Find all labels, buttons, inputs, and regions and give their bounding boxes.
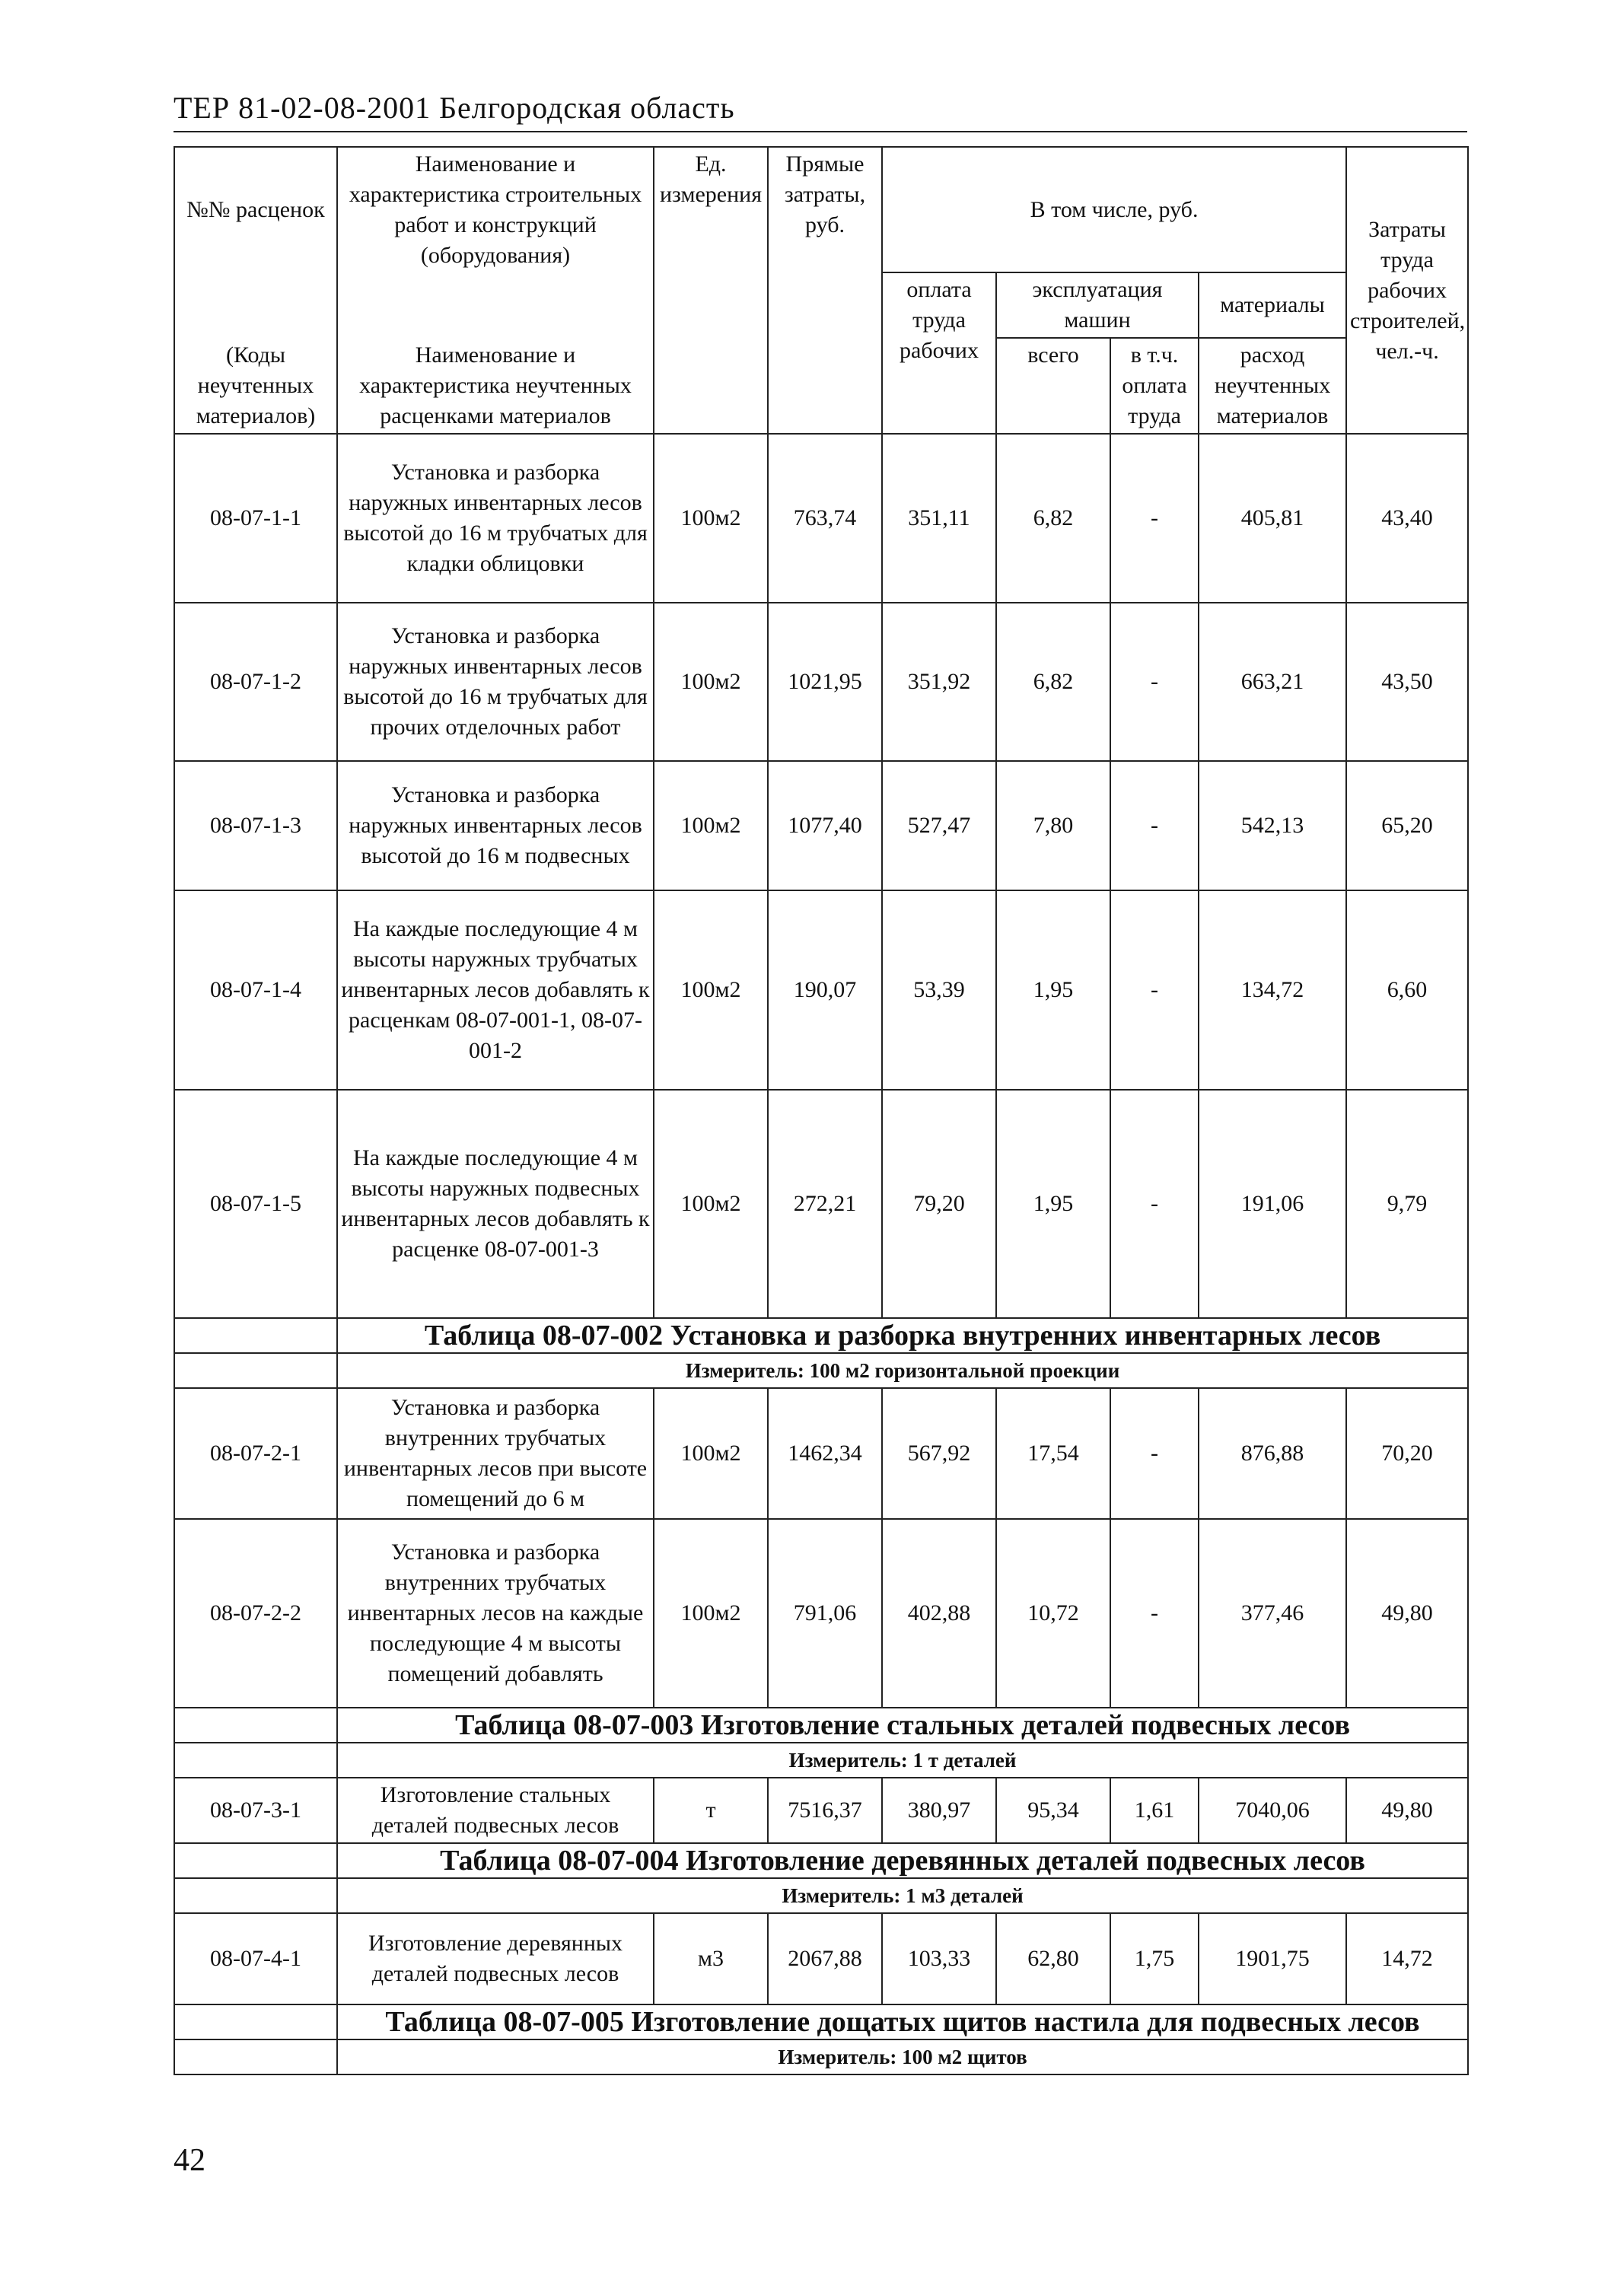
cell-name: Установка и разборка наружных инвентарных лесов высотой до 16 м трубчатых для прочих отделочных работ: [337, 603, 654, 761]
cell-mach_pay: -: [1110, 1090, 1199, 1318]
table4-title: Таблица 08-07-004 Изготовление деревянных деталей подвесных лесов: [337, 1843, 1468, 1878]
cell-mach_pay: -: [1110, 761, 1199, 890]
cell-pay: 567,92: [882, 1388, 996, 1519]
cell-unit: т: [654, 1778, 768, 1843]
cell-mach: 95,34: [996, 1778, 1110, 1843]
cell-direct: 1021,95: [768, 603, 882, 761]
cell-code: 08-07-1-5: [174, 1090, 337, 1318]
cell-mach_pay: -: [1110, 1388, 1199, 1519]
table-row: [174, 1519, 1468, 1708]
cell-labor: 43,50: [1346, 603, 1468, 761]
col-unacc-mat-header: расход неучтенных материалов: [1199, 338, 1346, 434]
cell-mat: 134,72: [1199, 890, 1346, 1090]
col-machines-header: эксплуатация машин: [996, 272, 1199, 338]
cell-mat: 405,81: [1199, 434, 1346, 603]
table5-measure-row: [174, 2039, 1468, 2074]
cell-mach_pay: 1,75: [1110, 1913, 1199, 2004]
cell-unit: 100м2: [654, 434, 768, 603]
table2-measure: Измеритель: 100 м2 горизонтальной проекции: [337, 1353, 1468, 1388]
rates-table: [174, 146, 1469, 2075]
cell-unit: 100м2: [654, 890, 768, 1090]
cell-mach_pay: 1,61: [1110, 1778, 1199, 1843]
table3-title: Таблица 08-07-003 Изготовление стальных деталей подвесных лесов: [337, 1708, 1468, 1743]
cell-mat: 542,13: [1199, 761, 1346, 890]
cell-pay: 527,47: [882, 761, 996, 890]
table3-title-row: [174, 1708, 1468, 1743]
cell-name: Установка и разборка внутренних трубчатых инвентарных лесов на каждые последующие 4 м высоты помещений добавлять: [337, 1519, 654, 1708]
col-total-header: всего: [996, 338, 1110, 434]
cell-pay: 402,88: [882, 1519, 996, 1708]
cell-mach: 6,82: [996, 434, 1110, 603]
cell-direct: 7516,37: [768, 1778, 882, 1843]
cell-pay: 103,33: [882, 1913, 996, 2004]
table-row: [174, 1090, 1468, 1318]
table3-measure: Измеритель: 1 т деталей: [337, 1743, 1468, 1778]
table2-title: Таблица 08-07-002 Установка и разборка внутренних инвентарных лесов: [337, 1318, 1468, 1353]
cell-code: 08-07-1-3: [174, 761, 337, 890]
cell-mach: 17,54: [996, 1388, 1110, 1519]
cell-code: 08-07-1-2: [174, 603, 337, 761]
col-name-unacc-header: Наименование и характеристика неучтенных расценками материалов: [337, 338, 654, 434]
header-row-1: [174, 147, 1468, 272]
cell-direct: 1462,34: [768, 1388, 882, 1519]
table-row: [174, 1388, 1468, 1519]
cell-mach_pay: -: [1110, 890, 1199, 1090]
col-incl-pay-header: в т.ч. оплата труда: [1110, 338, 1199, 434]
col-including-header: В том числе, руб.: [882, 147, 1346, 272]
cell-mat: 377,46: [1199, 1519, 1346, 1708]
col-pay-header: оплата труда рабочих: [882, 272, 996, 434]
cell-code: 08-07-2-2: [174, 1519, 337, 1708]
cell-unit: 100м2: [654, 1388, 768, 1519]
cell-mach: 6,82: [996, 603, 1110, 761]
cell-labor: 43,40: [1346, 434, 1468, 603]
cell-labor: 65,20: [1346, 761, 1468, 890]
table5-title: Таблица 08-07-005 Изготовление дощатых щитов настила для подвесных лесов: [337, 2004, 1468, 2039]
cell-name: Изготовление деревянных деталей подвесных лесов: [337, 1913, 654, 2004]
cell-mat: 1901,75: [1199, 1913, 1346, 2004]
col-code-header: №№ расценок: [174, 147, 337, 272]
cell-unit: м3: [654, 1913, 768, 2004]
cell-pay: 79,20: [882, 1090, 996, 1318]
cell-pay: 351,11: [882, 434, 996, 603]
cell-mach: 7,80: [996, 761, 1110, 890]
cell-mach_pay: -: [1110, 1519, 1199, 1708]
table4-measure-row: [174, 1878, 1468, 1913]
cell-unit: 100м2: [654, 761, 768, 890]
cell-mat: 876,88: [1199, 1388, 1346, 1519]
table-row: [174, 1913, 1468, 2004]
cell-name: Установка и разборка наружных инвентарных лесов высотой до 16 м трубчатых для кладки облицовки: [337, 434, 654, 603]
cell-direct: 272,21: [768, 1090, 882, 1318]
cell-mach_pay: -: [1110, 434, 1199, 603]
header-rule: [174, 131, 1467, 132]
cell-mat: 663,21: [1199, 603, 1346, 761]
cell-mat: 7040,06: [1199, 1778, 1346, 1843]
cell-mat: 191,06: [1199, 1090, 1346, 1318]
cell-direct: 190,07: [768, 890, 882, 1090]
cell-unit: 100м2: [654, 1519, 768, 1708]
cell-name: Установка и разборка наружных инвентарных лесов высотой до 16 м подвесных: [337, 761, 654, 890]
cell-code: 08-07-3-1: [174, 1778, 337, 1843]
cell-direct: 763,74: [768, 434, 882, 603]
cell-direct: 2067,88: [768, 1913, 882, 2004]
cell-mach: 1,95: [996, 1090, 1110, 1318]
col-labor-header: Затраты труда рабочих строителей, чел.-ч.: [1346, 147, 1468, 434]
table5-measure: Измеритель: 100 м2 щитов: [337, 2039, 1468, 2074]
cell-unit: 100м2: [654, 603, 768, 761]
cell-labor: 14,72: [1346, 1913, 1468, 2004]
table-row: [174, 434, 1468, 603]
cell-name: Изготовление стальных деталей подвесных лесов: [337, 1778, 654, 1843]
cell-mach: 1,95: [996, 890, 1110, 1090]
cell-labor: 49,80: [1346, 1519, 1468, 1708]
cell-mach: 62,80: [996, 1913, 1110, 2004]
cell-pay: 53,39: [882, 890, 996, 1090]
cell-labor: 70,20: [1346, 1388, 1468, 1519]
table-row: [174, 890, 1468, 1090]
cell-pay: 380,97: [882, 1778, 996, 1843]
col-direct-header: Прямые затраты, руб.: [768, 147, 882, 434]
cell-code: 08-07-1-4: [174, 890, 337, 1090]
col-materials-header: материалы: [1199, 272, 1346, 338]
cell-code: 08-07-2-1: [174, 1388, 337, 1519]
page-number: 42: [174, 2143, 205, 2178]
cell-labor: 49,80: [1346, 1778, 1468, 1843]
document-header: ТЕР 81-02-08-2001 Белгородская область: [174, 91, 735, 125]
cell-direct: 791,06: [768, 1519, 882, 1708]
table2-measure-row: [174, 1353, 1468, 1388]
table5-title-row: [174, 2004, 1468, 2039]
cell-direct: 1077,40: [768, 761, 882, 890]
col-name-header: Наименование и характеристика строительных работ и конструкций (оборудования): [337, 147, 654, 272]
cell-labor: 6,60: [1346, 890, 1468, 1090]
cell-pay: 351,92: [882, 603, 996, 761]
table-row: [174, 761, 1468, 890]
table-row: [174, 1778, 1468, 1843]
table2-title-row: [174, 1318, 1468, 1353]
cell-code: 08-07-4-1: [174, 1913, 337, 2004]
cell-name: На каждые последующие 4 м высоты наружных подвесных инвентарных лесов добавлять к расценке 08-07-001-3: [337, 1090, 654, 1318]
cell-unit: 100м2: [654, 1090, 768, 1318]
cell-code: 08-07-1-1: [174, 434, 337, 603]
col-codes-unacc-header: (Коды неучтенных материалов): [174, 338, 337, 434]
table-row: [174, 603, 1468, 761]
cell-labor: 9,79: [1346, 1090, 1468, 1318]
table3-measure-row: [174, 1743, 1468, 1778]
table4-measure: Измеритель: 1 м3 деталей: [337, 1878, 1468, 1913]
col-unit-header: Ед. измерения: [654, 147, 768, 434]
cell-mach: 10,72: [996, 1519, 1110, 1708]
cell-name: Установка и разборка внутренних трубчатых инвентарных лесов при высоте помещений до 6 м: [337, 1388, 654, 1519]
table4-title-row: [174, 1843, 1468, 1878]
cell-name: На каждые последующие 4 м высоты наружных трубчатых инвентарных лесов добавлять к расценкам 08-07-001-1, 08-07-001-2: [337, 890, 654, 1090]
cell-mach_pay: -: [1110, 603, 1199, 761]
